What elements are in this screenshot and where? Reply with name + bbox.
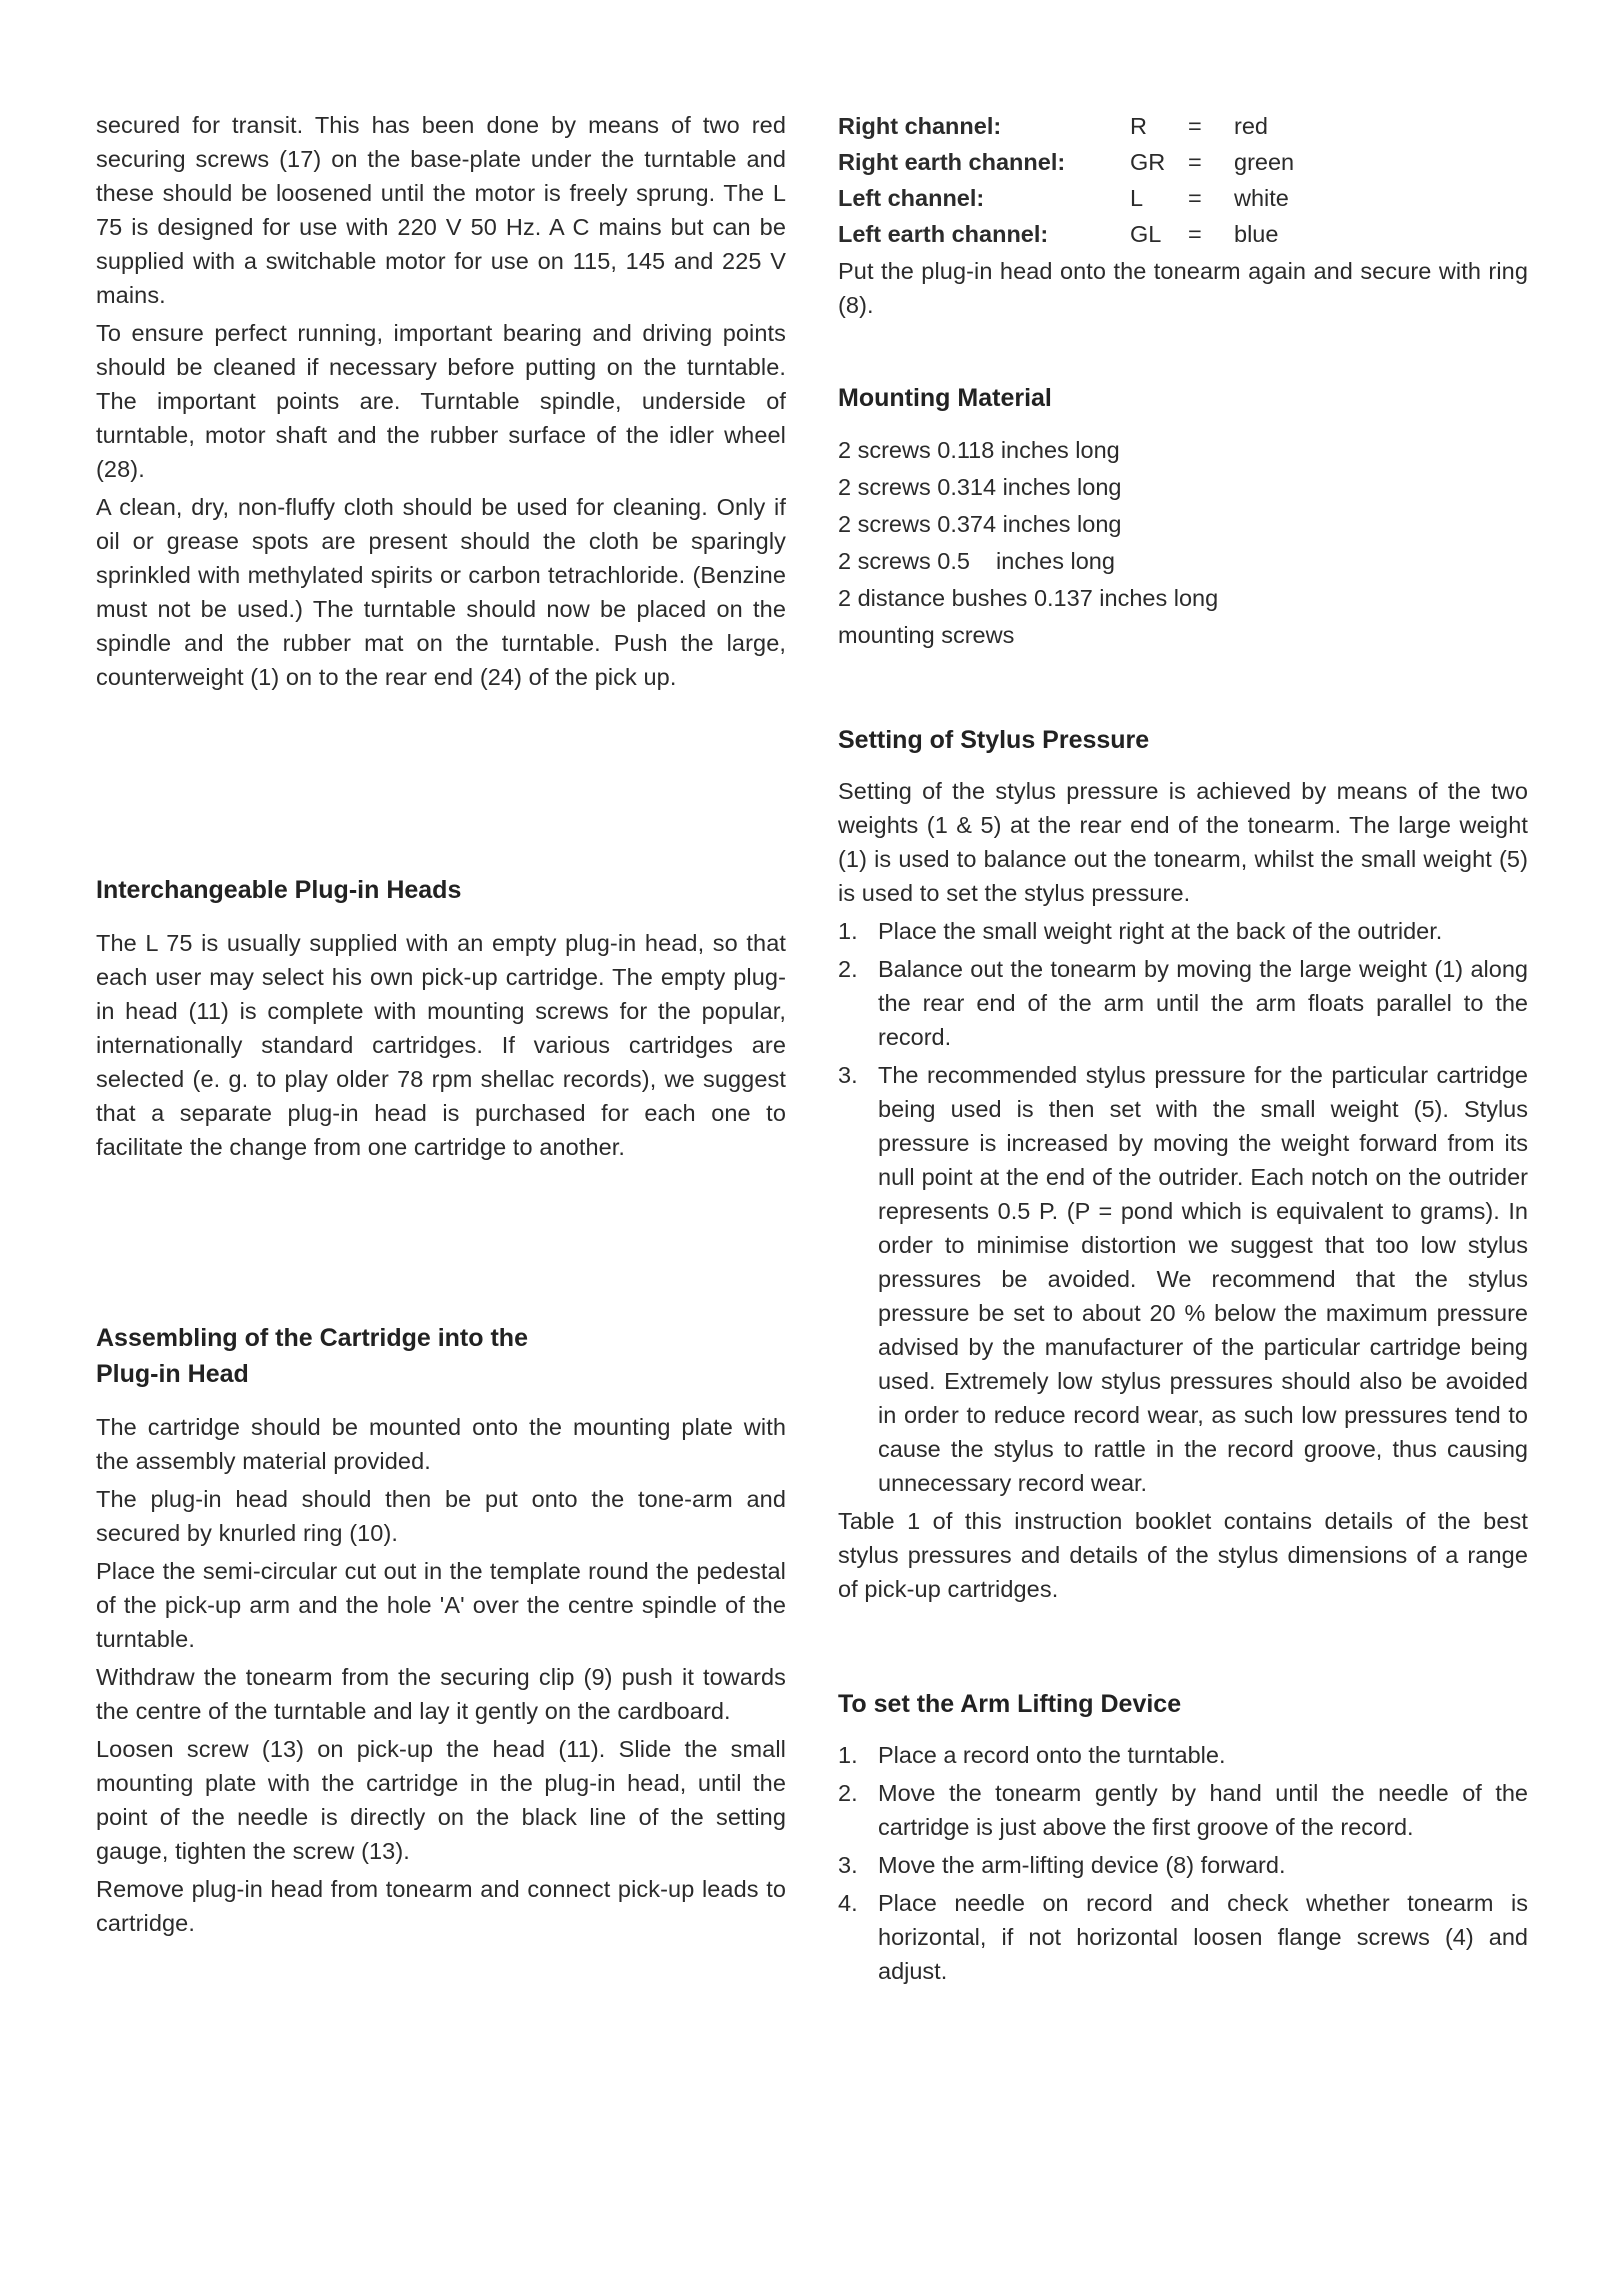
step-text: Balance out the tonearm by moving the large weight (1) along the rear end of the arm until the arm floats parallel to the record. [878,956,1528,1050]
arm-steps-list [838,1738,1528,1988]
heading-arm-lifting-device: To set the Arm Lifting Device [838,1690,1182,1718]
wire-color: green [1234,149,1295,175]
heading-assembling-line-1: Assembling of the Cartridge into the [96,1324,528,1352]
stylus-steps-list [838,914,1528,1500]
step-number: 2. [838,1780,858,1806]
step-text: Move the tonearm gently by hand until the needle of the cartridge is just above the first groove of the record. [878,1780,1528,1840]
stylus-outro-paragraph: Table 1 of this instruction booklet contains details of the best stylus pressures and details of the stylus dimensions of a range of pick-up cartridges. [838,1508,1528,1602]
heading-interchangeable-plug-in-heads: Interchangeable Plug-in Heads [96,876,462,904]
left-column [96,108,786,1944]
interchangeable-paragraph: The L 75 is usually supplied with an empty plug-in head, so that each user may select his own pick-up cartridge. The empty plug-in head (11) is complete with mounting screws for the popular, internationally standard cartridges. If various cartridges are selected (e. g. to play older 78 rpm shellac records), we suggest that a separate plug-in head is purchased for each one to facilitate the change from one cartridge to another. [96,930,786,1160]
heading-mounting-material: Mounting Material [838,384,1052,412]
assembling-paragraph-4: Withdraw the tonearm from the securing clip (9) push it towards the centre of the turntable and lay it gently on the cardboard. [96,1664,786,1724]
wire-code: L [1130,185,1144,211]
stylus-intro-paragraph: Setting of the stylus pressure is achieved by means of the two weights (1 & 5) at the rear end of the tonearm. The large weight (1) is used to balance out the tonearm, whilst the small weight (5) is used to set the stylus pressure. [838,778,1528,906]
wire-label: Right channel: [838,113,1002,139]
wire-code: GL [1130,221,1162,247]
assembling-paragraph-3: Place the semi-circular cut out in the template round the pedestal of the pick-up arm and the hole 'A' over the centre spindle of the turntable. [96,1558,786,1652]
wire-equals: = [1188,149,1202,175]
assembling-paragraph-1: The cartridge should be mounted onto the mounting plate with the assembly material provided. [96,1414,786,1474]
assembling-paragraph-2: The plug-in head should then be put onto the tone-arm and secured by knurled ring (10). [96,1486,786,1546]
step-text: Move the arm-lifting device (8) forward. [878,1852,1286,1878]
wire-color-table [838,108,1294,252]
wire-equals: = [1188,185,1202,211]
wire-equals: = [1188,221,1202,247]
mounting-material-list [838,432,1528,654]
list-item [838,914,1528,948]
intro-paragraph-1: secured for transit. This has been done by means of two red securing screws (17) on the base-plate under the turntable and these should be loosened until the motor is freely sprung. The L 75 is designed for use with 220 V 50 Hz. A C mains but can be supplied with a switchable motor for use on 115, 145 and 225 V mains. [96,112,786,308]
wire-code: GR [1130,149,1166,175]
step-text: The recommended stylus pressure for the particular cartridge being used is then set with the small weight (5). Stylus pressure is increased by moving the weight forward from its null point at the end of the outrider. Each notch on the outrider represents 0.5 P. (P = pond which is equivalent to grams). In order to minimise distortion we suggest that too low stylus pressures be avoided. We recommend that the stylus pressure be set to about 20 % below the maximum pressure advised by the manufacturer of the particular cartridge being used. Extremely low stylus pressures should also be avoided in order to reduce record wear, as such low pressures tend to cause the stylus to rattle in the record groove, thus causing unnecessary record wear. [878,1062,1528,1496]
wires-after-paragraph: Put the plug-in head onto the tonearm again and secure with ring (8). [838,258,1528,318]
step-number: 2. [838,956,858,982]
list-item [838,1776,1528,1844]
assembling-paragraph-5: Loosen screw (13) on pick-up the head (11). Slide the small mounting plate with the cartridge in the plug-in head, until the point of the needle is directly on the black line of the setting gauge, tighten the screw (13). [96,1736,786,1864]
list-item: 2 screws 0.314 inches long [838,474,1122,500]
list-item [838,1886,1528,1988]
step-number: 3. [838,1852,858,1878]
heading-setting-stylus-pressure: Setting of Stylus Pressure [838,726,1150,754]
list-item [838,1848,1528,1882]
step-number: 1. [838,918,858,944]
wire-row [838,108,1294,144]
step-number: 1. [838,1742,858,1768]
list-item: mounting screws [838,622,1015,648]
wire-label: Left channel: [838,185,985,211]
heading-assembling-line-2: Plug-in Head [96,1360,249,1388]
step-text: Place needle on record and check whether tonearm is horizontal, if not horizontal loosen flange screws (4) and adjust. [878,1890,1528,1984]
wire-row [838,180,1294,216]
list-item: 2 distance bushes 0.137 inches long [838,585,1219,611]
wire-color: red [1234,113,1268,139]
wire-row [838,216,1294,252]
list-item [838,1058,1528,1500]
intro-paragraph-3: A clean, dry, non-fluffy cloth should be used for cleaning. Only if oil or grease spots are present should the cloth be sparingly sprinkled with methylated spirits or carbon tetrachloride. (Benzine must not be used.) The turntable should now be placed on the spindle and the rubber mat on the turntable. Push the large, counterweight (1) on to the rear end (24) of the pick up. [96,494,786,690]
wire-row [838,144,1294,180]
wire-label: Left earth channel: [838,221,1049,247]
right-column [838,108,1528,1992]
list-item: 2 screws 0.374 inches long [838,511,1122,537]
list-item: 2 screws 0.5 inches long [838,548,1115,574]
assembling-paragraph-6: Remove plug-in head from tonearm and connect pick-up leads to cartridge. [96,1876,786,1936]
list-item [838,1738,1528,1772]
step-text: Place the small weight right at the back of the outrider. [878,918,1443,944]
intro-paragraph-2: To ensure perfect running, important bearing and driving points should be cleaned if necessary before putting on the turntable. The important points are. Turntable spindle, underside of turntable, motor shaft and the rubber surface of the idler wheel (28). [96,320,786,482]
wire-label: Right earth channel: [838,149,1066,175]
wire-color: white [1234,185,1289,211]
wire-equals: = [1188,113,1202,139]
wire-color: blue [1234,221,1279,247]
step-number: 4. [838,1890,858,1916]
step-number: 3. [838,1062,858,1088]
list-item: 2 screws 0.118 inches long [838,437,1120,463]
wire-code: R [1130,113,1147,139]
step-text: Place a record onto the turntable. [878,1742,1226,1768]
heading-assembling-cartridge [96,1320,786,1392]
list-item [838,952,1528,1054]
